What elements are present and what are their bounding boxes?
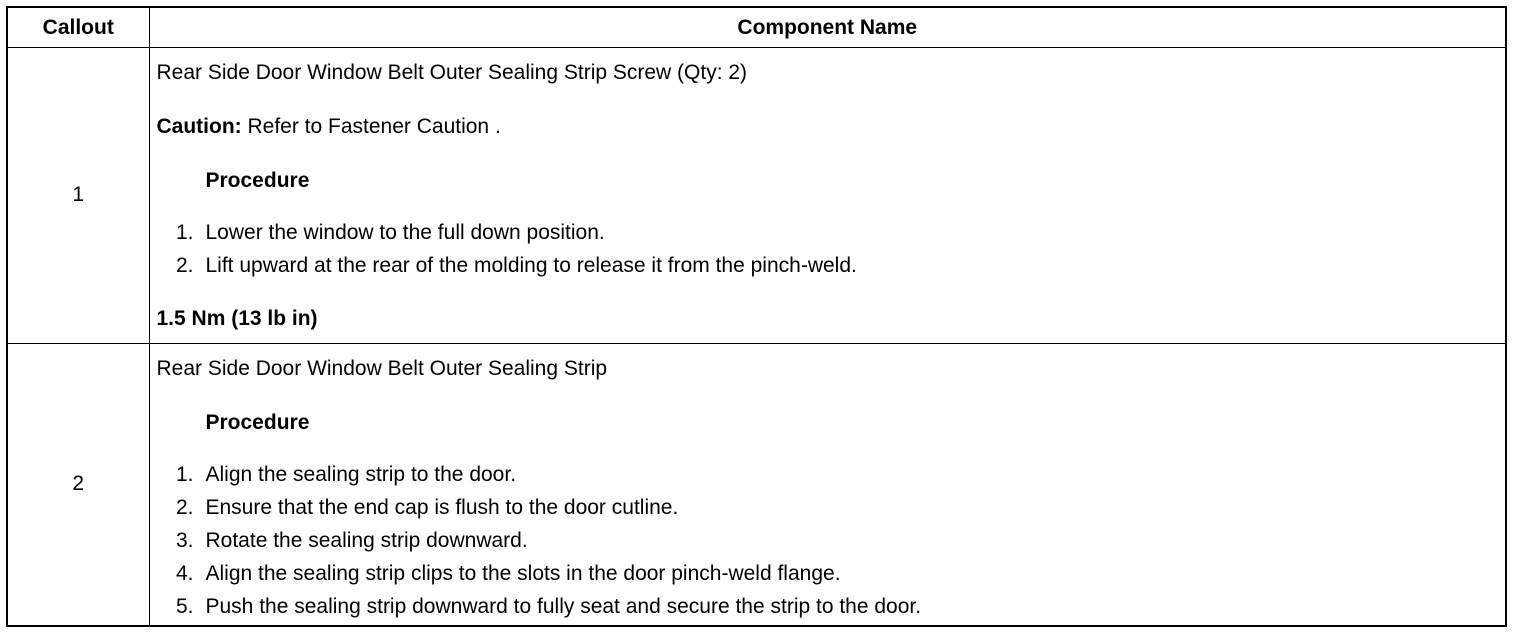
caution-label: Caution: (156, 115, 242, 138)
procedure-steps (157, 216, 1499, 282)
procedure-step (157, 590, 1499, 623)
callout-cell: 1 (8, 48, 149, 344)
step-number: 2. (175, 495, 194, 519)
procedure-step (157, 557, 1499, 590)
step-text: Push the sealing strip downward to fully seat and secure the strip to the door. (205, 594, 922, 618)
torque-spec: 1.5 Nm (13 lb in) (156, 307, 318, 330)
procedure-step (157, 524, 1499, 557)
component-name: Rear Side Door Window Belt Outer Sealing Strip Screw (Qty: 2) (156, 61, 748, 84)
component-cell (149, 48, 1505, 344)
component-name: Rear Side Door Window Belt Outer Sealing Strip (156, 356, 608, 380)
component-table (8, 8, 1505, 625)
caution-note (157, 114, 1499, 140)
table-header-row (8, 8, 1505, 48)
step-number: 1. (175, 221, 194, 244)
procedure-step (157, 216, 1499, 249)
step-text: Lower the window to the full down position. (205, 221, 605, 244)
step-text: Rotate the sealing strip downward. (205, 528, 528, 552)
header-component-name: Component Name (149, 8, 1505, 48)
step-text: Lift upward at the rear of the molding to release it from the pinch-weld. (205, 254, 857, 277)
header-callout: Callout (8, 8, 149, 48)
step-number: 5. (175, 594, 194, 618)
step-text: Align the sealing strip to the door. (205, 462, 517, 486)
procedure-step (157, 249, 1499, 282)
component-cell (149, 343, 1505, 625)
step-text: Ensure that the end cap is flush to the door cutline. (205, 495, 679, 519)
procedure-title: Procedure (205, 169, 310, 192)
callout-cell: 2 (8, 343, 149, 625)
procedure-step (157, 458, 1499, 491)
step-number: 4. (175, 561, 194, 585)
table-row (8, 48, 1505, 344)
procedure-steps (157, 458, 1499, 623)
caution-text: Refer to Fastener Caution . (241, 115, 501, 138)
table-row (8, 343, 1505, 625)
step-number: 1. (175, 462, 194, 486)
step-number: 2. (175, 254, 194, 277)
procedure-title: Procedure (205, 410, 310, 434)
step-text: Align the sealing strip clips to the slots in the door pinch-weld flange. (205, 561, 841, 585)
step-number: 3. (175, 528, 194, 552)
procedure-step (157, 491, 1499, 524)
component-table-container (6, 6, 1507, 627)
